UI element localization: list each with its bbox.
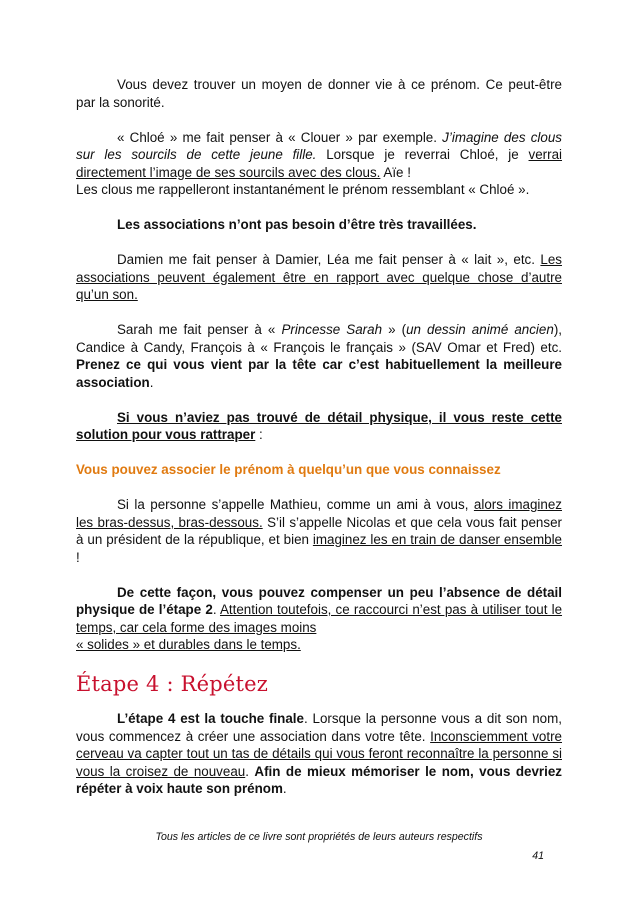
text-span: « Chloé » me fait penser à « Clouer » par exemple. — [117, 129, 443, 145]
text-span: . — [245, 763, 255, 779]
paragraph-step-four — [76, 710, 562, 798]
text-span: . — [212, 602, 220, 617]
underlined-text: alors imaginez les bras-dessus, bras-dessous. — [76, 497, 562, 530]
bold-text: Prenez ce qui vous vient par la tête car c’est habituellement la meilleure association — [76, 357, 562, 390]
underlined-text: Inconsciemment votre cerveau va capter tout un tas de détails qui vous feront reconnaître la personne si vous la croisez de nouveau — [76, 728, 562, 779]
text-span: . — [282, 781, 287, 796]
underlined-text: Attention toutefois, ce raccourci n’est pas à utiliser tout le temps, car cela forme des images moins — [76, 602, 563, 635]
paragraph-compensate — [76, 584, 562, 654]
highlight-text: Vous pouvez associer le prénom à quelqu’un que vous connaissez — [76, 462, 501, 477]
text-span: Si la personne s’appelle Mathieu, comme un ami à vous, — [117, 497, 474, 512]
paragraph-sonority — [76, 76, 562, 111]
text-span: Les clous me rappelleront instantanément le prénom ressemblant « Chloé ». — [76, 182, 530, 197]
bold-text: De cette façon, vous pouvez compenser un peu l’absence de détail physique de l’étape 2 — [76, 584, 562, 617]
italic-text: Princesse Sarah — [281, 322, 383, 337]
underlined-text: « solides » et durables dans le temps. — [76, 637, 301, 652]
text-span: S’il s’appelle Nicolas et que cela vous fait penser à un président de la république, et bien — [76, 514, 562, 547]
paragraph-mathieu-example — [76, 496, 562, 566]
text-span: » ( — [382, 322, 407, 337]
bold-text: Afin de mieux mémoriser le nom, vous devriez répéter à voix haute son prénom — [76, 763, 563, 796]
bold-text: Les associations n’ont pas besoin d’être très travaillées. — [117, 217, 477, 232]
italic-text: un dessin animé ancien — [406, 322, 554, 337]
text-span: . — [149, 374, 154, 390]
underlined-text: imaginez les en train de danser ensemble — [312, 532, 562, 547]
text-span: Lorsque je reverrai Chloé, je — [316, 147, 529, 162]
text-span: ), Candice à Candy, François à « François le français » (SAV Omar et Fred) etc. — [76, 322, 562, 355]
text-span: . Lorsque la personne vous a dit son nom, vous commencez à créer une association dans votre tête. — [76, 711, 562, 744]
text-span: Aïe ! — [380, 164, 411, 180]
page-footer: Tous les articles de ce livre sont propriétés de leurs auteurs respectifs — [155, 831, 483, 843]
paragraph-no-physical-detail — [76, 409, 562, 444]
underlined-text: verrai directement l’image de ses sourcils avec des clous. — [76, 147, 563, 180]
italic-text: J’imagine des clous sur les sourcils de cette jeune fille. — [76, 129, 562, 162]
page-content — [76, 76, 562, 798]
text-span: Sarah me fait penser à « — [117, 322, 282, 337]
paragraph-sarah-example — [76, 321, 562, 391]
text-span: : — [255, 427, 263, 442]
bold-text: L’étape 4 est la touche finale — [117, 711, 304, 726]
text-span: ! — [76, 549, 80, 565]
paragraph-chloe-example — [76, 129, 562, 199]
paragraph-text: Vous devez trouver un moyen de donner vie à ce prénom. Ce peut-être par la sonorité. — [76, 77, 562, 110]
paragraph-associations-bold — [76, 216, 562, 234]
paragraph-damien-example — [76, 251, 562, 304]
bold-underlined-text: Si vous n’aviez pas trouvé de détail physique, il vous reste cette solution pour vous rattraper — [76, 409, 562, 442]
text-span: Damien me fait penser à Damier, Léa me fait penser à « lait », etc. — [117, 252, 541, 267]
page-number: 41 — [532, 850, 544, 862]
highlight-subheading — [76, 461, 562, 479]
section-heading: Étape 4 : Répétez — [76, 672, 269, 696]
underlined-text: Les associations peuvent également être en rapport avec quelque chose d’autre qu’un son. — [76, 252, 562, 302]
